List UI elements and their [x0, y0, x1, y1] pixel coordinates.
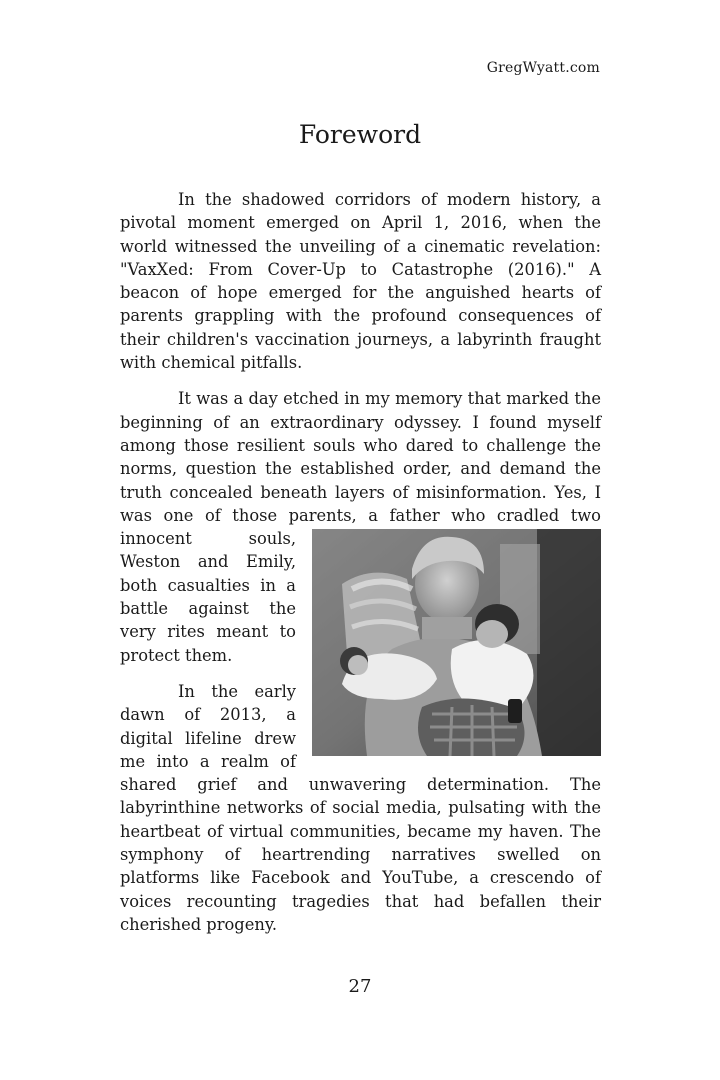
running-header: GregWyatt.com	[486, 60, 600, 76]
paragraph-3: In the early dawn of 2013, a digital lifeline drew me into a realm of shared grief and unwavering determination. The labyrinthine networks of social media, pulsating with the heartbeat of virtual communities, became my haven. The symphony of heartrending narratives swelled on platforms like Facebook and YouTube, a crescendo of voices recounting tragedies that had befallen their cherished progeny.	[120, 681, 601, 934]
photo-illustration	[312, 529, 601, 756]
page-number: 27	[348, 976, 372, 997]
paragraph-1: In the shadowed corridors of modern history, a pivotal moment emerged on April 1, 2016, when the world witnessed the unveiling of a cinematic revelation: "VaxXed: From Cover-Up to Catastrophe (2016)." A beacon of hope emerged for the anguished hearts of parents grappling with the profound consequences of their children's vaccination journeys, a labyrinth fraught with chemical pitfalls.	[120, 190, 601, 373]
family-photo	[312, 529, 601, 756]
chapter-title: Foreword	[298, 120, 422, 149]
paragraph-2-wrap: father who cradled two innocent souls, Weston and Emily, both casualties in a battle against the very rites meant to protect them.	[120, 505, 601, 665]
paragraph-2-lead: It was a day etched in my memory that marked the beginning of an extraordinary odyssey. I found myself among those resilient souls who dared to challenge the norms, question the established order, and demand the truth concealed beneath layers of misinformation. Yes, I was one of those parents, a	[120, 389, 601, 525]
paragraph-2	[120, 387, 601, 667]
body-text	[120, 188, 601, 936]
